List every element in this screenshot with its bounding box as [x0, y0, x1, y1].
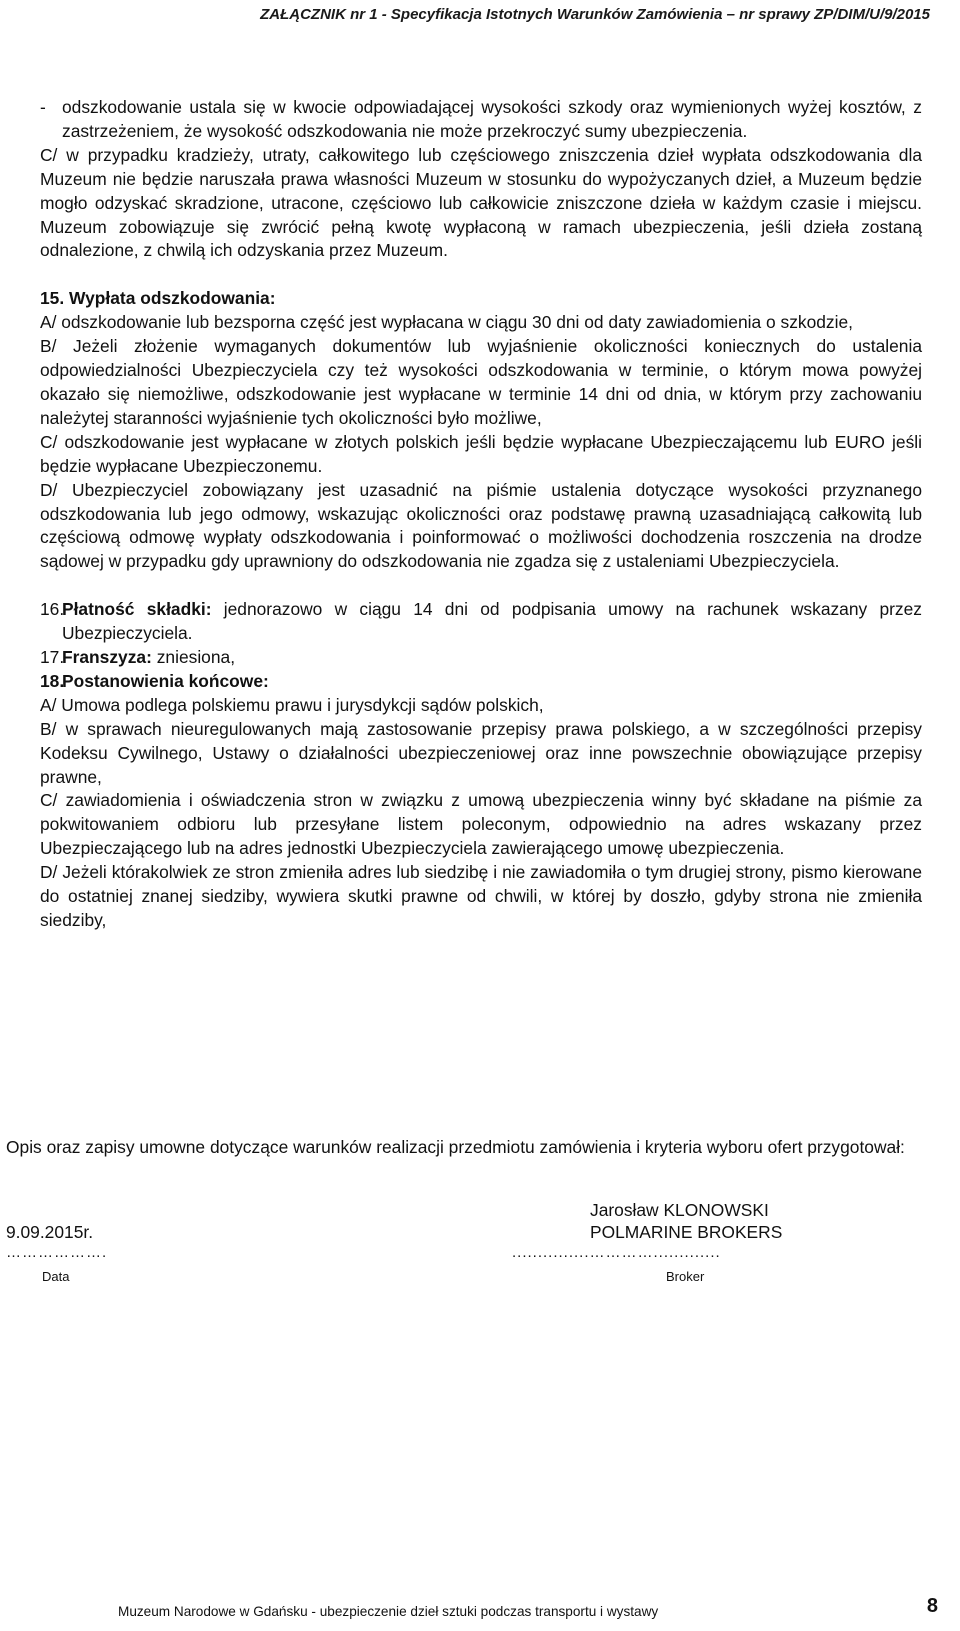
section-17-text: zniesiona,	[151, 647, 236, 668]
signer-company: POLMARINE BROKERS	[590, 1222, 783, 1242]
dash-item	[40, 96, 922, 144]
section-18-heading	[40, 670, 922, 694]
signer-name: Jarosław KLONOWSKI	[590, 1200, 769, 1220]
section-15-title: Wypłata odszkodowania:	[69, 288, 276, 309]
section-18-b: B/ w sprawach nieuregulowanych mają zastosowanie przepisy prawa polskiego, a w szczególności przepisy Kodeksu Cywilnego, Ustawy o działalności ubezpieczeniowej oraz inne powszechnie obowiązujące przepisy prawne,	[40, 718, 922, 787]
section-15-number: 15.	[40, 288, 65, 309]
section-15-heading	[40, 287, 922, 311]
broker-label: Broker	[666, 1269, 705, 1284]
document-header: ZAŁĄCZNIK nr 1 - Specyfikacja Istotnych Warunków Zamówienia – nr sprawy ZP/DIM/U/9/2015	[260, 6, 930, 23]
section-17-title: Franszyza:	[62, 647, 152, 668]
section-18-title: Postanowienia końcowe:	[62, 670, 269, 691]
section-16-title: Płatność składki:	[62, 599, 212, 620]
section-18-d: D/ Jeżeli którakolwiek ze stron zmieniła adres lub siedzibę i nie zawiadomiła o tym drugiej strony, pismo kierowane do ostatniej znanej siedziby, wywiera skutki prawne od chwili, w której by doszło, gdyby strona nie zmieniła siedziby,	[40, 862, 922, 930]
prepared-by-statement: Opis oraz zapisy umowne dotyczące warunków realizacji przedmiotu zamówienia i kryteria wyboru ofert przygotował:	[6, 1137, 905, 1157]
section-18-c: C/ zawiadomienia i oświadczenia stron w związku z umową ubezpieczenia winny być składane na piśmie za pokwitowaniem odbioru lub przesyłane listem poleconym, odpowiednio na adres wskazany przez Ubezpieczającego lub na adres jednostki Ubezpieczyciela zawierającego umowę ubezpieczenia.	[40, 790, 922, 859]
section-15-b: B/ Jeżeli złożenie wymaganych dokumentów lub wyjaśnienie okoliczności koniecznych do ustalenia odpowiedzialności Ubezpieczyciela czy też wysokości odszkodowania w terminie, o którym mowa powyżej okazało się niemożliwe, odszkodowanie jest wypłacane w terminie 14 dni od dnia, w którym przy zachowaniu należytej staranności wyjaśnienie tych okoliczności było możliwe,	[40, 336, 922, 428]
dash-mark: -	[40, 97, 46, 117]
section-15-c: C/ odszkodowanie jest wypłacane w złotych polskich jeśli będzie wypłacane Ubezpieczającemu lub EURO jeśli będzie wypłacane Ubezpieczonemu.	[40, 431, 922, 476]
broker-signature-line: ...............………….............	[512, 1244, 721, 1261]
section-15-a: A/ odszkodowanie lub bezsporna część jest wypłacana w ciągu 30 dni od daty zawiadomienia o szkodzie,	[40, 312, 853, 333]
dash-item-text: odszkodowanie ustala się w kwocie odpowiadającej wysokości szkody oraz wymienionych wyżej kosztów, z zastrzeżeniem, że wysokość odszkodowania nie może przekroczyć sumy ubezpieczenia.	[62, 97, 922, 141]
paragraph-c: C/ w przypadku kradzieży, utraty, całkowitego lub częściowego zniszczenia dzieł wypłata odszkodowania dla Muzeum nie będzie naruszała prawa własności Muzeum w stosunku do wypożyczanych dzieł, a Muzeum będzie mogło odzyskać skradzione, utracone, częściowo lub całkowicie zniszczone dzieła w każdym czasie i miejscu. Muzeum zobowiązuje się zwrócić pełną kwotę wypłaconą w ramach ubezpieczenia, jeśli dzieła zostaną odnalezione, z chwilą ich odzyskania przez Muzeum.	[40, 144, 922, 261]
section-16-content	[62, 598, 922, 646]
date-label: Data	[42, 1269, 70, 1284]
section-16	[40, 598, 922, 646]
date-signature-line: ……………….	[6, 1244, 108, 1261]
spacer	[40, 574, 922, 598]
document-body	[40, 96, 922, 933]
section-17	[40, 646, 922, 670]
page-number: 8	[926, 1595, 938, 1617]
page-footer: Muzeum Narodowe w Gdańsku - ubezpieczenie dzieł sztuki podczas transportu i wystawy	[118, 1604, 659, 1619]
section-17-content	[62, 646, 922, 670]
section-18-number: 18.	[40, 670, 65, 691]
spacer	[40, 263, 922, 287]
section-16-text: jednorazowo w ciągu 14 dni od podpisania umowy na rachunek wskazany przez Ubezpieczyciela.	[62, 599, 922, 644]
section-17-number: 17.	[40, 647, 65, 668]
section-15	[40, 287, 922, 574]
signature-date: 9.09.2015r.	[6, 1222, 94, 1242]
section-16-number: 16.	[40, 599, 65, 620]
section-18-a: A/ Umowa podlega polskiemu prawu i jurysdykcji sądów polskich,	[40, 694, 544, 715]
section-15-d: D/ Ubezpieczyciel zobowiązany jest uzasadnić na piśmie ustalenia dotyczące wysokości przyznanego odszkodowania lub jego odmowy, wskazując okoliczności oraz podstawę prawną uzasadniającą całkowitą lub częściową odmowę wypłaty odszkodowania i poinformować o możliwości dochodzenia roszczenia na drodze sądowej w przypadku gdy uprawniony do odszkodowania nie zgadza się z ustaleniami Ubezpieczyciela.	[40, 479, 922, 572]
